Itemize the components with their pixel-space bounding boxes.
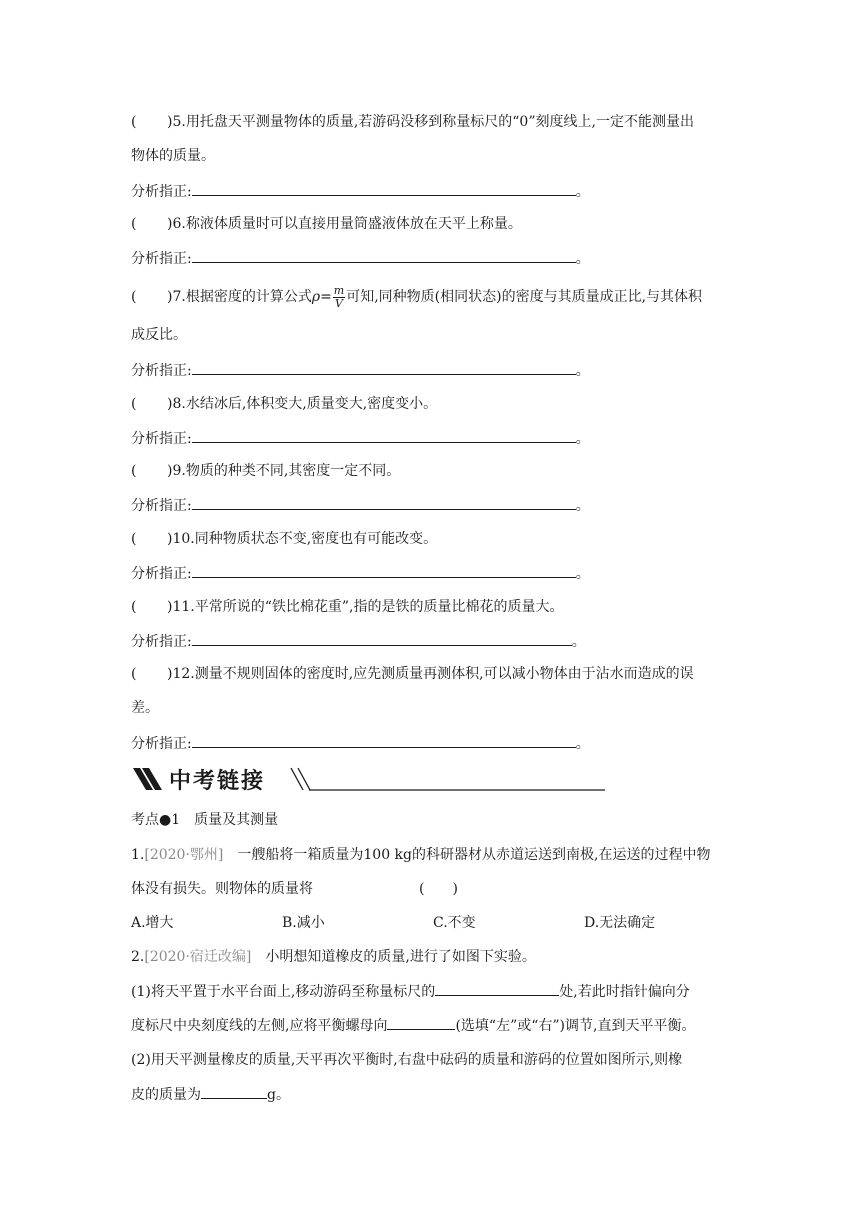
question-2-part2-cont [131, 1084, 740, 1105]
statement-8 [131, 394, 740, 414]
statement-number: )8. [167, 396, 186, 412]
question-2-part1 [131, 981, 740, 1002]
equals-sign: = [320, 289, 332, 305]
answer-blank[interactable] [435, 981, 559, 996]
analysis-11 [131, 631, 740, 652]
question-text: 皮的质量为 [131, 1087, 201, 1103]
statement-number: )6. [167, 216, 186, 232]
question-text: 处,若此时指针偏向分 [559, 984, 690, 1000]
question-source: [2020·宿迁改编] [144, 949, 252, 965]
statement-number: )9. [167, 463, 186, 479]
analysis-9 [131, 495, 740, 516]
kaodian-text: 考点●1 质量及其测量 [131, 812, 279, 828]
analysis-blank[interactable] [192, 733, 576, 748]
period: 。 [575, 363, 590, 379]
statement-text: 成反比。 [131, 327, 187, 343]
question-source: [2020·鄂州] [144, 847, 224, 863]
statement-text: 测量不规则固体的密度时,应先测质量再测体积,可以减小物体由于沾水而造成的误 [194, 666, 694, 682]
analysis-7 [131, 360, 740, 381]
analysis-label: 分析指正: [131, 634, 192, 650]
statement-text: 用托盘天平测量物体的质量,若游码没移到称量标尺的“0”刻度线上,一定不能测量出 [185, 114, 694, 130]
analysis-5 [131, 181, 740, 202]
analysis-8 [131, 428, 740, 449]
question-number: 1. [131, 847, 145, 863]
period: 。 [575, 566, 590, 582]
statement-6 [131, 214, 740, 234]
statement-11 [131, 597, 740, 617]
option-d[interactable]: D.无法确定 [584, 915, 656, 931]
question-text: (1)将天平置于水平台面上,移动游码至称量标尺的 [131, 984, 436, 1000]
statement-text: 同种物质状态不变,密度也有可能改变。 [194, 531, 438, 547]
period: 。 [575, 736, 590, 752]
analysis-blank[interactable] [192, 181, 576, 196]
statement-text: 物质的种类不同,其密度一定不同。 [185, 463, 401, 479]
statement-7-cont [131, 325, 740, 345]
statement-number: )11. [167, 599, 195, 615]
option-b[interactable]: B.减小 [282, 915, 325, 931]
statement-text: 平常所说的“铁比棉花重”,指的是铁的质量比棉花的质量大。 [194, 599, 564, 615]
question-text: (2)用天平测量橡皮的质量,天平再次平衡时,右盘中砝码的质量和游码的位置如图所示,则橡 [131, 1052, 683, 1068]
answer-paren[interactable]: ( [131, 531, 137, 547]
statement-number: )10. [167, 531, 195, 547]
statement-7 [131, 283, 740, 311]
answer-paren[interactable]: ( [131, 114, 137, 130]
analysis-10 [131, 563, 740, 584]
analysis-blank[interactable] [192, 631, 572, 646]
answer-paren[interactable]: ( [131, 666, 137, 682]
statement-number: )5. [167, 114, 186, 130]
analysis-label: 分析指正: [131, 251, 192, 267]
question-text: 一艘船将一箱质量为100 kg的科研器材从赤道运送到南极,在运送的过程中物 [237, 847, 711, 863]
section-header [131, 762, 607, 794]
analysis-12 [131, 733, 740, 754]
analysis-blank[interactable] [192, 360, 576, 375]
statement-5 [131, 112, 740, 132]
density-fraction [333, 285, 345, 310]
statement-number: )7. [167, 289, 186, 305]
analysis-6 [131, 248, 740, 269]
fraction-denominator: V [335, 296, 343, 310]
question-text: 小明想知道橡皮的质量,进行了如图下实验。 [265, 949, 536, 965]
question-2-part1-cont [131, 1015, 740, 1036]
analysis-blank[interactable] [192, 428, 576, 443]
answer-paren[interactable]: ( [131, 599, 137, 615]
analysis-blank[interactable] [192, 563, 576, 578]
kaodian-heading [131, 810, 740, 830]
slash-mark-right-2 [298, 768, 310, 790]
analysis-label: 分析指正: [131, 363, 192, 379]
question-text: 度标尺中央刻度线的左侧,应将平衡螺母向 [131, 1018, 388, 1034]
question-2-part2 [131, 1050, 740, 1070]
period: 。 [575, 431, 590, 447]
answer-paren[interactable]: ( ) [419, 881, 458, 897]
analysis-label: 分析指正: [131, 431, 192, 447]
statement-text: 可知,同种物质(相同状态)的密度与其质量成正比,与其体积 [346, 289, 703, 305]
question-text: g。 [267, 1087, 290, 1103]
question-2 [131, 947, 740, 967]
question-1 [131, 845, 740, 865]
analysis-label: 分析指正: [131, 566, 192, 582]
question-number: 2. [131, 949, 145, 965]
statement-text: 差。 [131, 700, 159, 716]
statement-10 [131, 529, 740, 549]
fraction-numerator: m [333, 283, 345, 297]
rho-symbol: ρ [311, 289, 321, 305]
answer-paren[interactable]: ( [131, 463, 137, 479]
analysis-label: 分析指正: [131, 498, 192, 514]
slash-mark-right-1 [291, 768, 303, 790]
question-text: (选填“左”或“右”)调节,直到天平平衡。 [455, 1018, 696, 1034]
question-1-cont [131, 879, 740, 899]
statement-5-cont [131, 146, 740, 166]
analysis-label: 分析指正: [131, 736, 192, 752]
statement-text: 根据密度的计算公式 [185, 289, 312, 305]
period: 。 [575, 498, 590, 514]
statement-12-cont [131, 698, 740, 718]
statement-text: 物体的质量。 [131, 148, 215, 164]
option-a[interactable]: A.增大 [131, 915, 174, 931]
period: 。 [575, 184, 590, 200]
period: 。 [571, 634, 586, 650]
statement-text: 水结冰后,体积变大,质量变大,密度变小。 [185, 396, 438, 412]
answer-paren[interactable]: ( [131, 289, 137, 305]
option-c[interactable]: C.不变 [433, 915, 476, 931]
answer-blank[interactable] [201, 1084, 267, 1099]
statement-text: 称液体质量时可以直接用量筒盛液体放在天平上称量。 [185, 216, 522, 232]
statement-12 [131, 664, 740, 684]
question-text: 体没有损失。则物体的质量将 [131, 881, 313, 897]
statement-9 [131, 461, 740, 481]
statement-number: )12. [167, 666, 195, 682]
answer-paren[interactable]: ( [131, 216, 137, 232]
answer-paren[interactable]: ( [131, 396, 137, 412]
period: 。 [575, 251, 590, 267]
section-title: 中考链接 [169, 769, 266, 794]
analysis-blank[interactable] [192, 495, 576, 510]
analysis-label: 分析指正: [131, 184, 192, 200]
analysis-blank[interactable] [192, 248, 576, 263]
answer-blank[interactable] [387, 1015, 455, 1030]
